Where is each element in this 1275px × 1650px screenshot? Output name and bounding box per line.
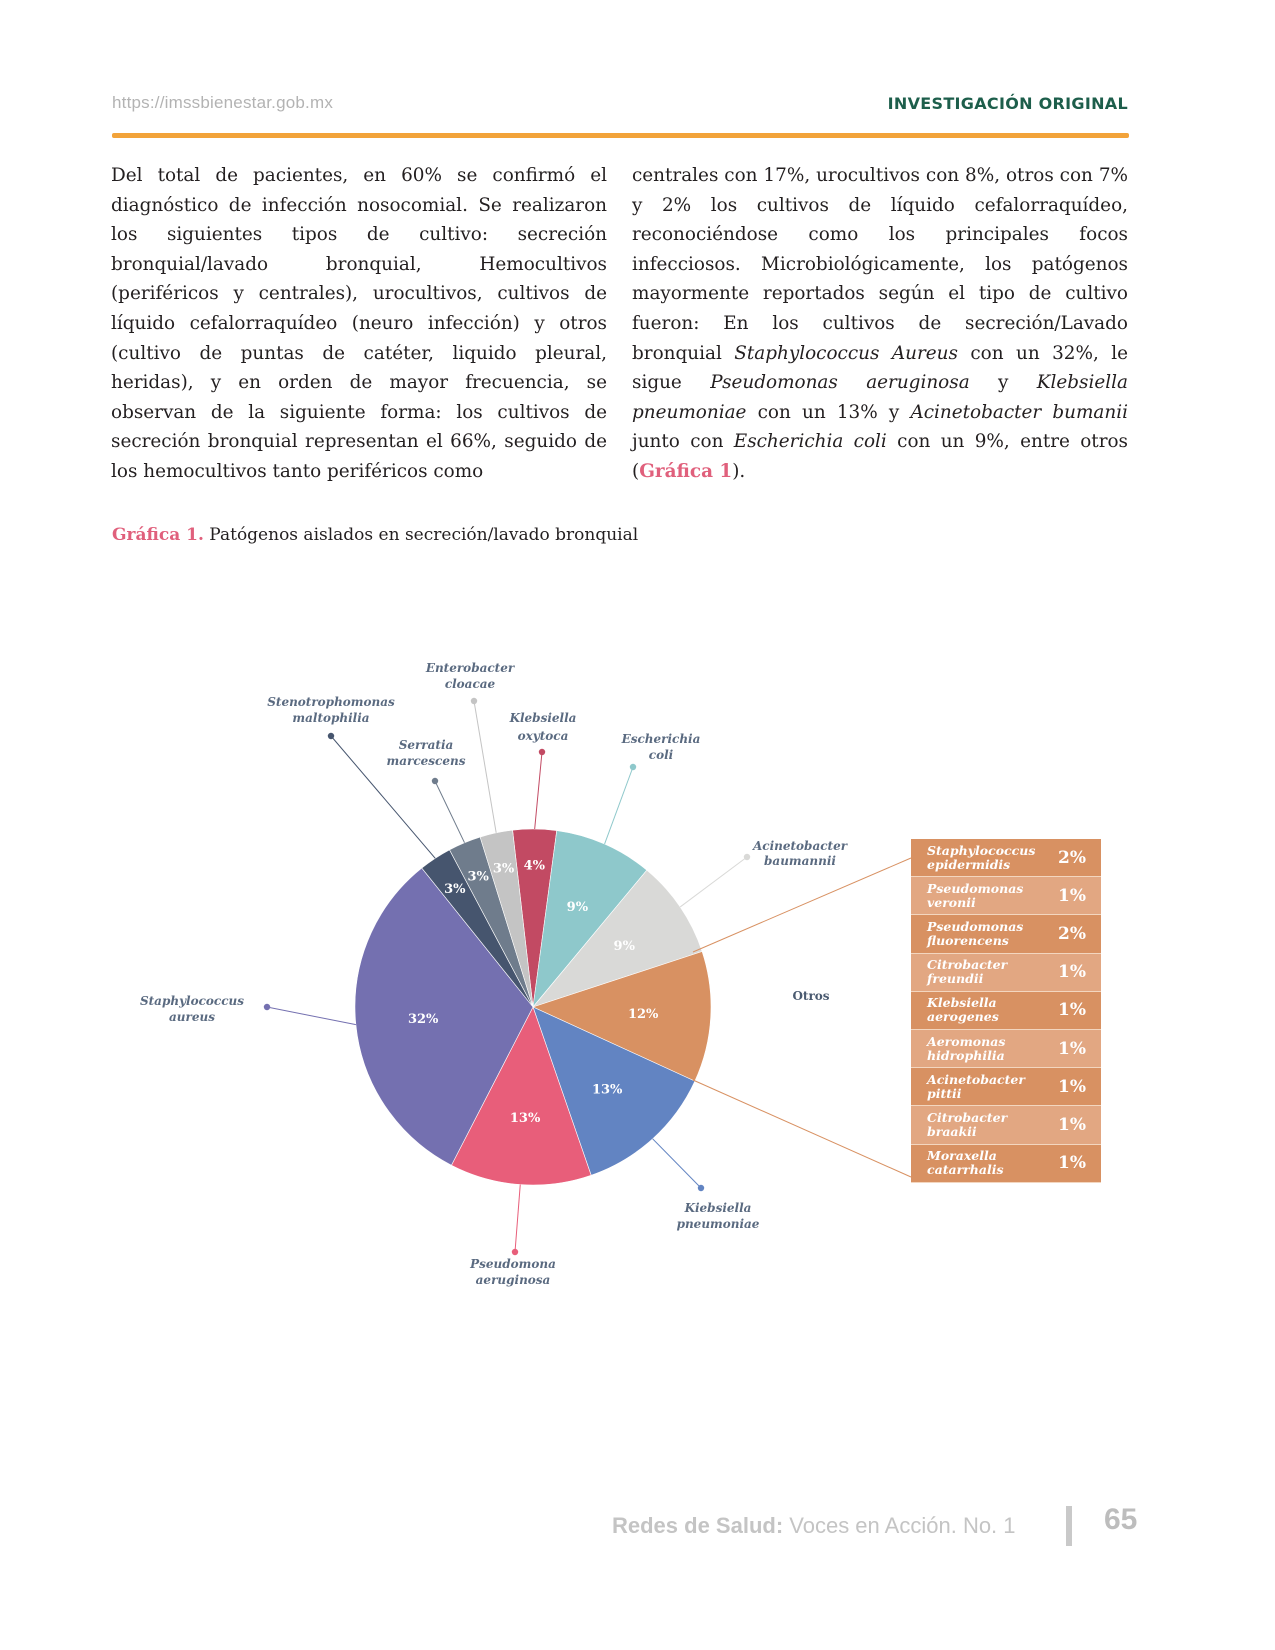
- slice-percent: 32%: [407, 1011, 439, 1027]
- figure-reference-link[interactable]: Gráfica 1: [639, 460, 733, 482]
- leader-dot: [539, 749, 545, 755]
- text-run: con un 9%, entre otros (: [632, 431, 1128, 482]
- otros-breakdown-table: [911, 839, 1101, 1183]
- journal-name: Redes de Salud:: [612, 1513, 784, 1538]
- slice-percent: 3%: [444, 882, 466, 898]
- leader-dot: [744, 854, 750, 860]
- species-name: Pseudomonas aeruginosa: [710, 372, 970, 394]
- species-name: Klebsiella pneumoniae: [632, 372, 1128, 423]
- slice-name-label: aureus: [169, 1010, 215, 1024]
- breakdown-species: Aeromonas hidrophilia: [927, 1033, 1006, 1063]
- slice-name-label: cloacae: [444, 677, 496, 691]
- species-name: Staphylococcus Aureus: [734, 342, 958, 364]
- otros-connector-top: [693, 858, 911, 952]
- slice-name-label: Klebsiella: [509, 711, 577, 725]
- breakdown-value: 1%: [1058, 1076, 1086, 1097]
- text-run: con un 32%, le sigue: [632, 342, 1128, 394]
- leader-line: [653, 1139, 701, 1188]
- slice-name-label: pneumoniae: [676, 1217, 760, 1231]
- slice-percent: 4%: [523, 858, 546, 874]
- slice-percent: 13%: [509, 1111, 541, 1127]
- slice-name-label: Kiebsiella: [684, 1201, 752, 1215]
- species-name: Acinetobacter bumanii: [910, 401, 1129, 423]
- breakdown-value: 1%: [1058, 1038, 1086, 1059]
- slice-name-label: Serratia: [398, 738, 454, 752]
- breakdown-row: [911, 839, 1101, 877]
- leader-line: [535, 752, 542, 829]
- breakdown-value: 2%: [1058, 847, 1086, 868]
- page-number: 65: [1104, 1503, 1138, 1536]
- slice-name-label: marcescens: [386, 754, 466, 768]
- slice-percent: 9%: [613, 938, 635, 954]
- otros-label: Otros: [792, 989, 830, 1003]
- breakdown-value: 2%: [1058, 923, 1086, 944]
- breakdown-row: [911, 992, 1101, 1030]
- breakdown-value: 1%: [1058, 1000, 1086, 1021]
- slice-name-label: coli: [648, 748, 674, 762]
- breakdown-row: [911, 877, 1101, 915]
- leader-dot: [328, 733, 334, 739]
- breakdown-species: Moraxella catarrhalis: [927, 1148, 1004, 1178]
- slice-name-label: Staphylococcus: [139, 994, 245, 1008]
- breakdown-row: [911, 1106, 1101, 1144]
- slice-percent: 3%: [492, 861, 515, 877]
- breakdown-row: [911, 1068, 1101, 1106]
- text-run: junto con: [632, 431, 734, 453]
- text-run: con un 13% y: [746, 401, 911, 423]
- slice-name-label: Stenotrophomonas: [267, 695, 395, 709]
- slice-name-label: aeruginosa: [475, 1273, 551, 1287]
- breakdown-species: Acinetobacter pittii: [927, 1071, 1025, 1101]
- leader-line: [515, 1185, 520, 1252]
- breakdown-species: Citrobacter braakii: [927, 1109, 1008, 1139]
- text-run: centrales con 17%, urocultivos con 8%, otros con 7% y 2% los cultivos de líquido cefalorraquídeo, reconociéndose como los principales focos infecciosos. Microbiológicamente, los patógenos mayormente reportados según el tipo de cultivo fueron: En los cultivos de secreción/Lavado bronquial: [632, 165, 1128, 364]
- leader-dot: [471, 698, 477, 704]
- breakdown-value: 1%: [1058, 885, 1086, 906]
- slice-percent: 12%: [627, 1007, 659, 1023]
- breakdown-value: 1%: [1058, 1114, 1086, 1135]
- slice-name-label: Pseudomona: [470, 1257, 556, 1271]
- breakdown-value: 1%: [1058, 962, 1086, 983]
- text-run: ).: [732, 460, 746, 482]
- journal-footer: [612, 1513, 1016, 1539]
- slice-percent: 9%: [566, 899, 589, 915]
- leader-dot: [432, 778, 438, 784]
- breakdown-species: Pseudomonas fluorencens: [927, 918, 1024, 948]
- breakdown-row: [911, 1030, 1101, 1068]
- slice-name-label: oxytoca: [517, 729, 569, 743]
- breakdown-row: [911, 1145, 1101, 1183]
- leader-line: [474, 701, 496, 833]
- breakdown-species: Citrobacter freundii: [927, 957, 1008, 987]
- breakdown-row: [911, 954, 1101, 992]
- figure-caption-text: Patógenos aislados en secreción/lavado bronquial: [209, 525, 639, 545]
- species-name: Escherichia coli: [733, 431, 887, 453]
- journal-issue: Voces en Acción. No. 1: [783, 1513, 1016, 1538]
- header-url: https://imssbienestar.gob.mx: [112, 93, 334, 112]
- leader-dot: [698, 1185, 704, 1191]
- leader-dot: [264, 1004, 270, 1010]
- slice-name-label: Escherichia: [621, 732, 701, 746]
- otros-connector-bottom: [693, 1080, 911, 1177]
- text-run: y: [969, 372, 1037, 394]
- leader-line: [267, 1007, 356, 1025]
- slice-name-label: baumannii: [764, 854, 836, 868]
- breakdown-row: [911, 915, 1101, 953]
- breakdown-species: Pseudomonas veronii: [927, 880, 1024, 910]
- footer-divider: [1066, 1506, 1072, 1546]
- figure-label: Gráfica 1.: [112, 525, 204, 545]
- leader-line: [435, 781, 465, 843]
- slice-percent: 3%: [467, 869, 489, 885]
- leader-dot: [630, 764, 636, 770]
- slice-name-label: Enterobacter: [425, 661, 515, 675]
- leader-dot: [512, 1249, 518, 1255]
- breakdown-value: 1%: [1058, 1153, 1086, 1174]
- body-column-left: Del total de pacientes, en 60% se confirmó el diagnóstico de infección nosocomial. Se realizaron los siguientes tipos de cultivo: secreción bronquial/lavado bronquial, Hemocultivos (periféricos y centrales), urocultivos, cultivos de líquido cefalorraquídeo (neuro infección) y otros (cultivo de puntas de catéter, liquido pleural, heridas), y en orden de mayor frecuencia, se observan de la siguiente forma: los cultivos de secreción bronquial representan el 66%, seguido de los hemocultivos tanto periféricos como: [111, 165, 607, 482]
- breakdown-species: Klebsiella aerogenes: [927, 995, 999, 1025]
- slice-percent: 13%: [591, 1082, 623, 1098]
- section-title: INVESTIGACIÓN ORIGINAL: [887, 94, 1128, 113]
- leader-line: [605, 767, 633, 844]
- leader-line: [680, 857, 747, 907]
- breakdown-species: Staphylococcus epidermidis: [927, 842, 1036, 872]
- slice-name-label: maltophilia: [292, 711, 370, 725]
- slice-name-label: Acinetobacter: [752, 839, 848, 853]
